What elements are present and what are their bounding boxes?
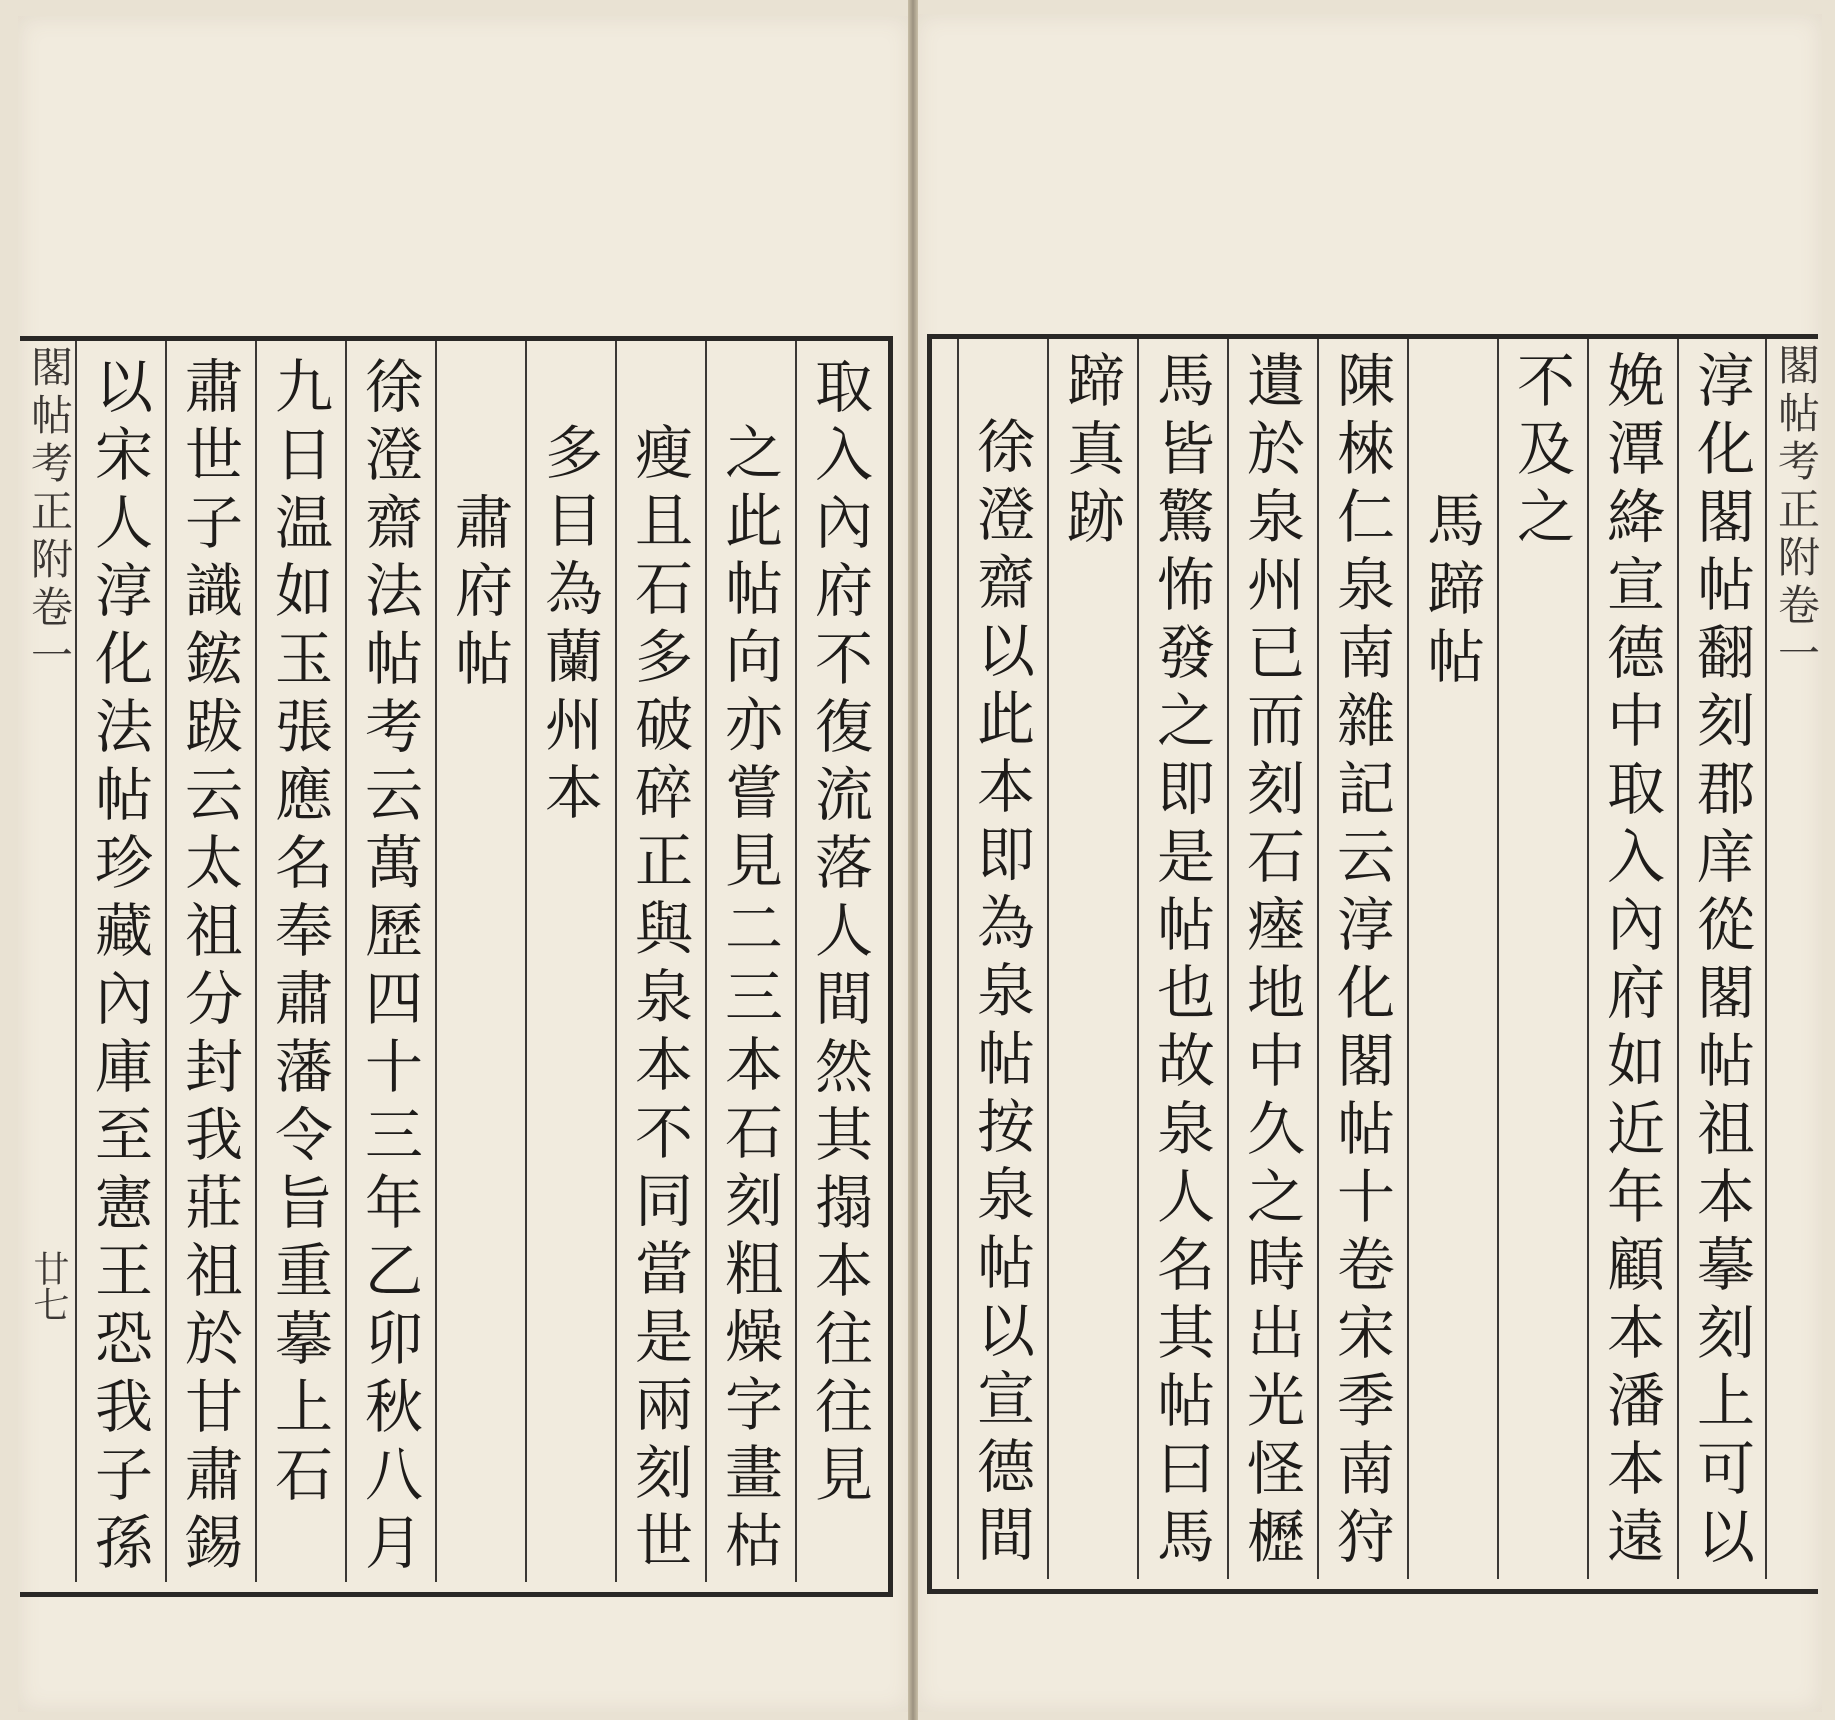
left-column-rule (525, 341, 527, 1582)
left-column-rule (705, 341, 707, 1582)
left-text-column-9: 以宋人淳化法帖珍藏內庫至憲王恐我子孫 (85, 356, 153, 1580)
right-text-column-8: 蹄真跡 (1057, 350, 1125, 554)
left-text-column-3: 瘦且石多破碎正與泉本不同當是兩刻世 (625, 422, 693, 1578)
left-column-rule (615, 341, 617, 1582)
left-text-column-1: 取入內府不復流落人間然其搨本往往見 (805, 356, 873, 1512)
left-column-rule (255, 341, 257, 1582)
left-margin-title: 閣帖考正附卷一 (25, 345, 74, 681)
book-gutter (908, 0, 918, 1720)
right-column-rule (1765, 339, 1767, 1579)
right-column-rule (957, 339, 959, 1579)
left-page-number: 廿七 (28, 1250, 69, 1322)
right-column-rule (1317, 339, 1319, 1579)
left-text-column-8: 肅世子識鋐跋云太祖分封我莊祖於甘肅錫 (175, 356, 243, 1580)
left-column-rule (165, 341, 167, 1582)
right-section-heading-mati-tie: 馬蹄帖 (1417, 490, 1485, 694)
right-text-column-3: 不及之 (1507, 350, 1575, 554)
right-text-column-7: 馬皆驚怖發之即是帖也故泉人名其帖曰馬 (1147, 350, 1215, 1574)
right-column-rule (1497, 339, 1499, 1579)
right-text-column-6: 遺於泉州已而刻石瘞地中久之時出光怪櫪 (1237, 350, 1305, 1574)
left-text-column-4: 多目為蘭州本 (535, 422, 603, 830)
left-column-rule (795, 341, 797, 1582)
left-text-column-6: 徐澄齋法帖考云萬歷四十三年乙卯秋八月 (355, 356, 423, 1580)
left-text-column-2: 之此帖向亦嘗見二三本石刻粗燥字畫枯 (715, 422, 783, 1578)
right-text-column-2: 娩潭絳宣德中取入內府如近年顧本潘本遠 (1597, 350, 1665, 1574)
right-margin-title: 閣帖考正附卷一 (1772, 343, 1821, 679)
right-column-rule (1227, 339, 1229, 1579)
right-column-rule (1677, 339, 1679, 1579)
left-text-column-7: 九日温如玉張應名奉肅藩令旨重摹上石 (265, 356, 333, 1512)
right-column-rule (1047, 339, 1049, 1579)
right-column-rule (1587, 339, 1589, 1579)
left-column-rule (345, 341, 347, 1582)
left-section-heading-sufu-tie: 肅府帖 (445, 492, 513, 696)
left-column-rule (75, 341, 77, 1582)
right-text-column-1: 淳化閣帖翻刻郡庠從閣帖祖本摹刻上可以 (1687, 350, 1755, 1574)
right-column-rule (1407, 339, 1409, 1579)
right-column-rule (1137, 339, 1139, 1579)
right-text-column-5: 陳棶仁泉南雜記云淳化閣帖十卷宋季南狩 (1327, 350, 1395, 1574)
right-text-column-9: 徐澄齋以此本即為泉帖按泉帖以宣德間 (967, 416, 1035, 1572)
left-column-rule (435, 341, 437, 1582)
